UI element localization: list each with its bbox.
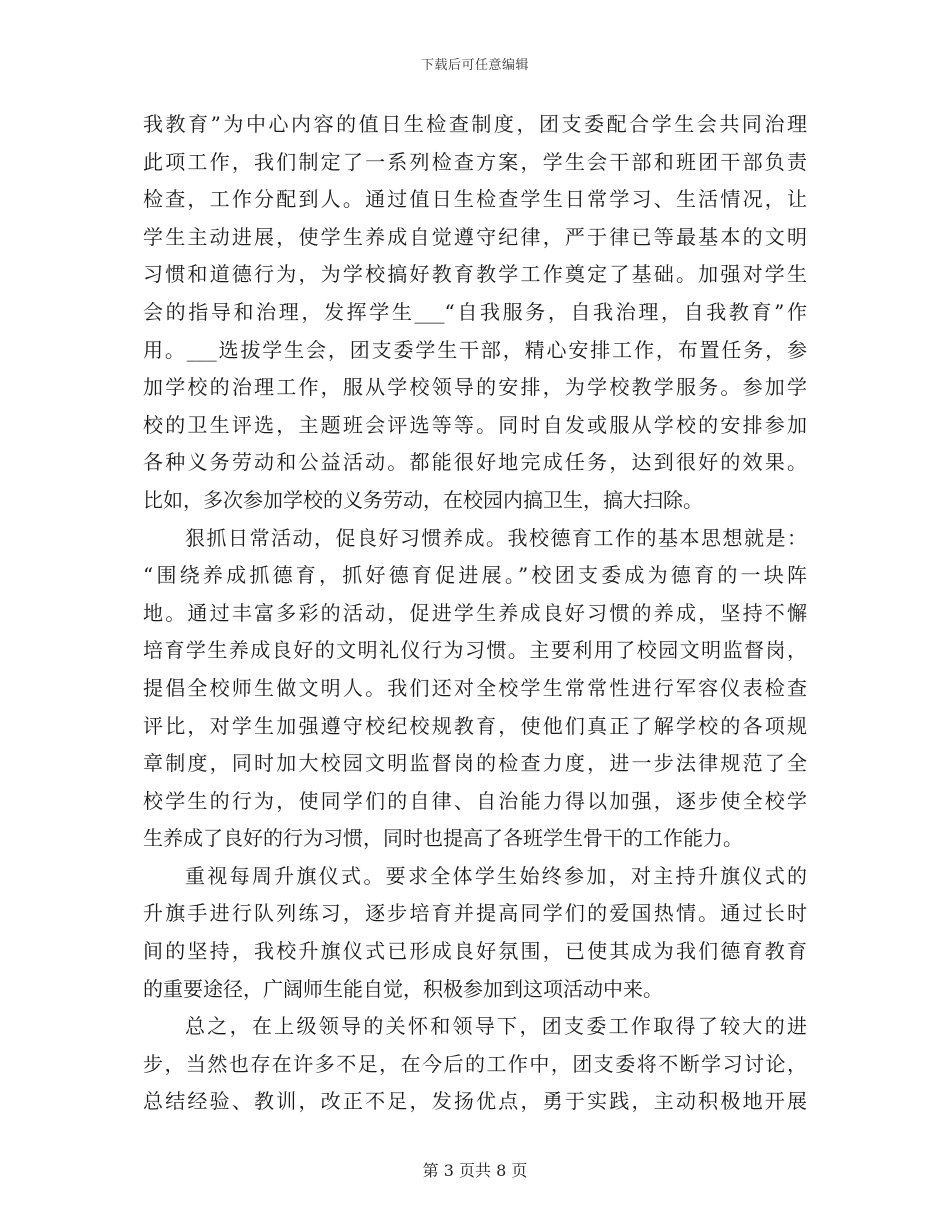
text-line: 升旗手进行队列练习，逐步培育并提高同学们的爱国热情。通过长时 (143, 901, 807, 926)
text-line: “围绕养成抓德育，抓好德育促进展。”校团支委成为德育的一块阵 (143, 563, 807, 588)
text-line: 校学生的行为，使同学们的自律、自治能力得以加强，逐步使全校学 (143, 788, 807, 813)
paragraph (143, 106, 807, 520)
text-line: 总之，在上级领导的关怀和领导下，团支委工作取得了较大的进 (185, 1014, 807, 1039)
text-line: 此项工作，我们制定了一系列检查方案，学生会干部和班团干部负责 (143, 149, 807, 174)
text-line: 培育学生养成良好的文明礼仪行为习惯。主要利用了校园文明监督岗， (143, 638, 807, 663)
text-line: 用。___选拔学生会，团支委学生干部，精心安排工作，布置任务，参 (143, 337, 807, 362)
text-line: 检查，工作分配到人。通过值日生检查学生日常学习、生活情况，让 (143, 187, 807, 212)
text-line: 总结经验、教训，改正不足，发扬优点，勇于实践，主动积极地开展 (143, 1089, 807, 1114)
text-line: 步，当然也存在许多不足，在今后的工作中，团支委将不断学习讨论， (143, 1051, 807, 1076)
text-line: 习惯和道德行为，为学校搞好教育教学工作奠定了基础。加强对学生 (143, 262, 807, 287)
text-line: 提倡全校师生做文明人。我们还对全校学生常常性进行军容仪表检查 (143, 675, 807, 700)
text-line: 评比，对学生加强遵守校纪校规教育，使他们真正了解学校的各项规 (143, 713, 807, 738)
text-line: 地。通过丰富多彩的活动，促进学生养成良好习惯的养成，坚持不懈 (143, 600, 807, 625)
text-line: 章制度，同时加大校园文明监督岗的检查力度，进一步法律规范了全 (143, 751, 807, 776)
text-line: 加学校的治理工作，服从学校领导的安排，为学校教学服务。参加学 (143, 375, 807, 400)
text-line: 的重要途径，广阔师生能自觉，积极参加到这项活动中来。 (143, 976, 663, 1001)
text-line: 比如，多次参加学校的义务劳动，在校园内搞卫生，搞大扫除。 (143, 487, 703, 512)
page-header: 下载后可任意编辑 (420, 58, 529, 73)
document-body (143, 106, 807, 1121)
paragraph (143, 1008, 807, 1121)
paragraph (143, 858, 807, 1008)
text-line: 狠抓日常活动，促良好习惯养成。我校德育工作的基本思想就是： (185, 525, 807, 550)
paragraph (143, 520, 807, 858)
text-line: 校的卫生评选，主题班会评选等等。同时自发或服从学校的安排参加 (143, 412, 807, 437)
text-line: 间的坚持，我校升旗仪式已形成良好氛围，已使其成为我们德育教育 (143, 939, 807, 964)
text-line: 会的指导和治理，发挥学生___“自我服务，自我治理，自我教育”作 (143, 299, 807, 324)
text-line: 各种义务劳动和公益活动。都能很好地完成任务，达到很好的效果。 (143, 450, 807, 475)
page-footer: 第 3 页共 8 页 (422, 1161, 528, 1180)
text-line: 重视每周升旗仪式。要求全体学生始终参加，对主持升旗仪式的 (185, 863, 807, 888)
text-line: 学生主动进展，使学生养成自觉遵守纪律，严于律已等最基本的文明 (143, 224, 807, 249)
text-line: 我教育”为中心内容的值日生检查制度，团支委配合学生会共同治理 (143, 112, 807, 136)
text-line: 生养成了良好的行为习惯，同时也提高了各班学生骨干的工作能力。 (143, 826, 743, 851)
